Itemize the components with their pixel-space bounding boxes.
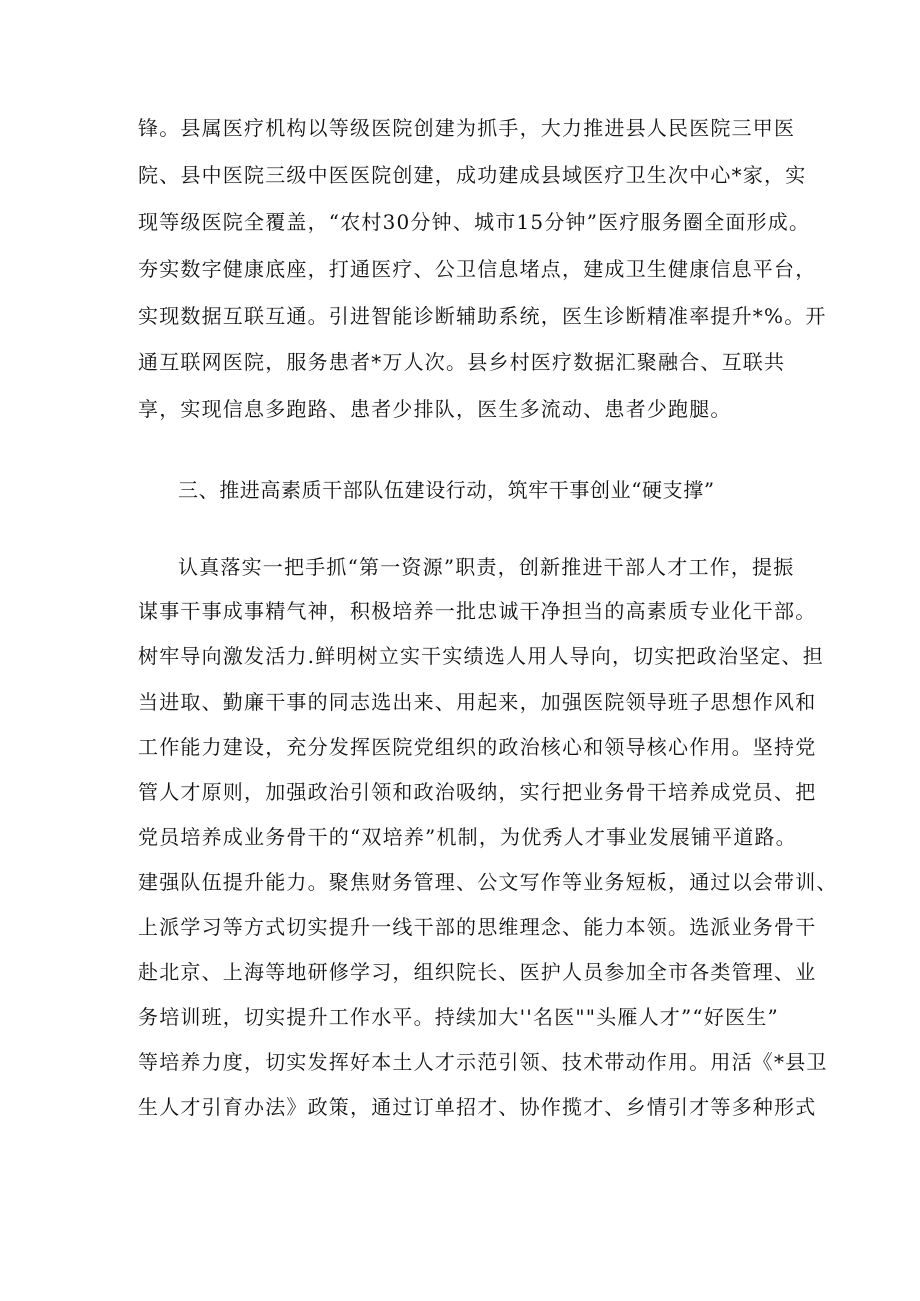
paragraph-2-line-7: 党员培养成业务骨干的“双培养”机制，为优秀人才事业发展铺平道路。 <box>138 825 797 849</box>
paragraph-2-line-11: 务培训班，切实提升工作水平。持续加大''名医""头雁人才”“好医生” <box>138 1005 779 1029</box>
paragraph-1-line-3: 现等级医院全覆盖，“农村30分钟、城市15分钟”医疗服务圈全面形成。 <box>138 210 811 234</box>
paragraph-2-line-13: 生人才引育办法》政策，通过订单招才、协作揽才、乡情引才等多种形式 <box>138 1095 817 1119</box>
paragraph-2-line-6: 管人才原则，加强政治引领和政治吸纳，实行把业务骨干培养成党员、把 <box>138 780 817 804</box>
paragraph-2-line-1: 认真落实一把手抓“第一资源”职责，创新推进干部人才工作，提振 <box>178 555 795 579</box>
paragraph-2-line-8: 建强队伍提升能力。聚焦财务管理、公文写作等业务短板，通过以会带训、 <box>138 870 838 894</box>
paragraph-2-line-12: 等培养力度，切实发挥好本土人才示范引领、技术带动作用。用活《*县卫 <box>138 1050 828 1074</box>
paragraph-2-line-4: 当进取、勤廉干事的同志选出来、用起来，加强医院领导班子思想作风和 <box>138 690 817 714</box>
paragraph-1-line-4: 夯实数字健康底座，打通医疗、公卫信息堵点，建成卫生健康信息平台， <box>138 257 817 281</box>
paragraph-1-line-7: 享，实现信息多跑路、患者少排队，医生多流动、患者少跑腿。 <box>138 397 732 421</box>
paragraph-2-line-3: 树牢导向激发活力.鲜明树立实干实绩选人用人导向，切实把政治坚定、担 <box>138 644 824 668</box>
paragraph-1-line-6: 通互联网医院，服务患者*万人次。县乡村医疗数据汇聚融合、互联共 <box>138 350 786 374</box>
paragraph-2-line-9: 上派学习等方式切实提升一线干部的思维理念、能力本领。选派业务骨干 <box>138 915 817 939</box>
paragraph-2-line-2: 谋事干事成事精气神，积极培养一批忠诚干净担当的高素质专业化干部。 <box>138 599 817 623</box>
paragraph-2-line-10: 赴北京、上海等地研修学习，组织院长、医护人员参加全市各类管理、业 <box>138 960 817 984</box>
paragraph-1-line-5: 实现数据互联互通。引进智能诊断辅助系统，医生诊断精准率提升*%。开 <box>138 304 827 328</box>
paragraph-1-line-2: 院、县中医院三级中医医院创建，成功建成县域医疗卫生次中心*家，实 <box>138 163 807 187</box>
section-heading: 三、推进高素质干部队伍建设行动，筑牢干事创业“硬支撑” <box>178 478 715 502</box>
paragraph-2-line-5: 工作能力建设，充分发挥医院党组织的政治核心和领导核心作用。坚持党 <box>138 735 817 759</box>
paragraph-1-line-1: 锋。县属医疗机构以等级医院创建为抓手，大力推进县人民医院三甲医 <box>138 116 796 140</box>
